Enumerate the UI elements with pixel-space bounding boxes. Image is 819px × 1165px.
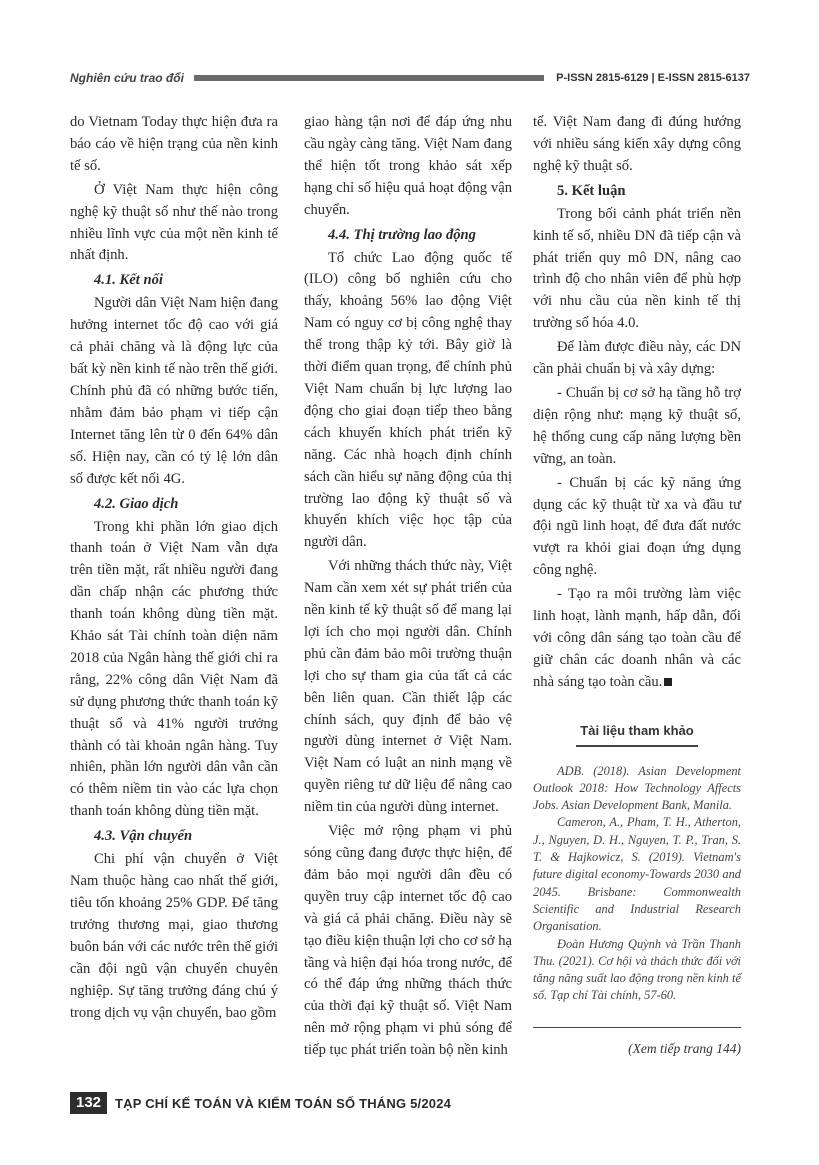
references-heading: Tài liệu tham khảo: [576, 720, 697, 747]
paragraph-final: [533, 584, 741, 694]
issn-label: P-ISSN 2815-6129 | E-ISSN 2815-6137: [556, 72, 750, 84]
references-list: [533, 763, 741, 1005]
paragraph: giao hàng tận nơi để đáp ứng nhu cầu ngày càng tăng. Việt Nam đang thể hiện tốt trong khảo sát xếp hạng chỉ số hiệu quả hoạt động vận chuyển.: [304, 114, 512, 218]
page-header: [70, 68, 750, 88]
continued-note: (Xem tiếp trang 144): [628, 1040, 741, 1056]
paragraph: Chi phí vận chuyển ở Việt Nam thuộc hàng cao nhất thế giới, tiêu tốn khoảng 25% GDP. Để tăng trưởng thương mại, giao thương buôn bán với các nước trên thế giới cần đội ngũ vận chuyển chuyên nghiệp. Sự tăng trưởng đáng chú ý trong dịch vụ vận chuyển, bao gồm: [70, 851, 278, 1021]
paragraph: do Vietnam Today thực hiện đưa ra báo cáo về hiện trạng của nền kinh tế số.: [70, 114, 278, 174]
page-footer: [70, 1092, 451, 1114]
paragraph: Tổ chức Lao động quốc tế (ILO) công bố nghiên cứu cho thấy, khoảng 56% lao động Việt Nam có nguy cơ bị công nghệ thay thế trong thập kỷ tới. Bây giờ là thời điểm quan trọng, để chính phủ Việt Nam chuẩn bị lực lượng lao động cho giai đoạn tiếp theo bằng cách khuyến khích phát triển kỹ năng. Các nhà hoạch định chính sách cần hiểu sự năng động của thị trường lao động kỹ thuật số và khuyến khích việc học tập của người dân.: [304, 249, 512, 551]
reference-item: Cameron, A., Pham, T. H., Atherton, J., Nguyen, D. H., Nguyen, T. P., Tran, S. T. & Hajkowicz, S. (2019). Vietnam's future digital economy-Towards 2030 and 2045. Brisbane: Commonwealth Scientific and Industrial Research Organisation.: [533, 815, 741, 934]
column-1: [70, 112, 278, 1026]
header-rule: [194, 75, 544, 81]
paragraph: Để làm được điều này, các DN cần phải chuẩn bị và xây dựng:: [533, 339, 741, 378]
paragraph: tế. Việt Nam đang đi đúng hướng với nhiều sáng kiến xây dựng công nghệ kỹ thuật số.: [533, 114, 741, 174]
paragraph: Việc mở rộng phạm vi phủ sóng cũng đang được thực hiện, để đảm bảo mọi người dân đều có quyền truy cập internet tốc độ cao và giá cả phải chăng. Điều này sẽ tạo điều kiện thuận lợi cho cơ sở hạ tầng và hiện đại hóa trong nước, để có thể đáp ứng những thách thức của thời đại kỹ thuật số. Việt Nam nên mở rộng phạm vi phủ sóng để tiếp tục phát triển toàn bộ nền kinh: [304, 823, 512, 1059]
paragraph: Trong khi phần lớn giao dịch thanh toán ở Việt Nam vẫn dựa trên tiền mặt, rất nhiều người đang dần chấp nhận các phương thức thanh toán không dùng tiền mặt. Khảo sát Tài chính toàn diện năm 2018 của Ngân hàng thế giới chỉ ra rằng, 22% công dân Việt Nam đã sử dụng phương thức thanh toán kỹ thuật số và 41% người trưởng thành có tài khoản ngân hàng. Tuy nhiên, phần lớn người dân vẫn cần có thêm niềm tin vào các lựa chọn thanh toán không dùng tiền mặt.: [70, 518, 278, 820]
column-2: [304, 112, 512, 1064]
section-title: Nghiên cứu trao đổi: [70, 71, 184, 85]
end-mark-icon: [664, 678, 672, 686]
subheading: 4.3. Vận chuyển: [94, 828, 193, 845]
paragraph: Người dân Việt Nam hiện đang hưởng internet tốc độ cao với giá cả phải chăng và là động lực của bất kỳ nền kinh tế nào trên thế giới. Chính phủ đã có những bước tiến, nhằm đảm bảo phạm vi tiếp cận Internet tăng lên từ 0 đến 64% dân số. Hiện nay, cần có tỷ lệ lớn dân số được kết nối 4G.: [70, 295, 278, 487]
subheading: 5. Kết luận: [557, 182, 626, 199]
subheading: 4.1. Kết nối: [94, 272, 163, 289]
paragraph: - Chuẩn bị cơ sở hạ tầng hỗ trợ diện rộng như: mạng kỹ thuật số, hệ thống cung cấp năng lượng bền vững, an toàn.: [533, 384, 741, 467]
reference-item: ADB. (2018). Asian Development Outlook 2018: How Technology Affects Jobs. Asian Development Bank, Manila.: [533, 763, 741, 813]
page-number: 132: [70, 1092, 107, 1114]
references-heading-wrap: [533, 720, 741, 747]
subheading: 4.4. Thị trường lao động: [328, 226, 476, 243]
paragraph: Trong bối cảnh phát triển nền kinh tế số, nhiều DN đã tiếp cận và phát triển quy mô DN, nâng cao trình độ cho nhân viên để phù hợp với nhu cầu của nền kinh tế thị trường số hóa 4.0.: [533, 205, 741, 332]
subheading: 4.2. Giao dịch: [94, 495, 179, 512]
reference-item: Đoàn Hương Quỳnh và Trần Thanh Thu. (2021). Cơ hội và thách thức đối với tăng năng suất lao động trong nền kinh tế số. Tạp chí Tài chính, 57-60.: [533, 936, 741, 1003]
journal-title: TẠP CHÍ KẾ TOÁN VÀ KIỂM TOÁN SỐ THÁNG 5/2024: [115, 1095, 452, 1111]
paragraph: Ở Việt Nam thực hiện công nghệ kỹ thuật số như thế nào trong nhiều lĩnh vực của một nền kinh tế nhất định.: [70, 181, 278, 264]
paragraph: - Chuẩn bị các kỹ năng ứng dụng các kỹ thuật từ xa và đầu tư đội ngũ linh hoạt, để đưa đất nước vượt ra khỏi giai đoạn ứng dụng công nghệ.: [533, 474, 741, 579]
paragraph: Với những thách thức này, Việt Nam cần xem xét sự phát triển của nền kinh tế kỹ thuật số để mang lại lợi ích cho mọi người dân. Chính phủ cần đảm bảo môi trường thuận lợi cho sự tham gia của tất cả các bên liên quan. Cần thiết lập các chính sách, quy định để bảo vệ người dùng internet ở Việt Nam. Việt Nam có luật an ninh mạng về quyền riêng tư dữ liệu để nâng cao niềm tin của người dùng internet.: [304, 558, 512, 816]
column-3: [533, 112, 741, 1060]
paragraph-text: - Tạo ra môi trường làm việc linh hoạt, lành mạnh, hấp dẫn, đối với công dân sáng tạo toàn cầu để giữ chân các doanh nhân và các nhà sáng tạo toàn cầu.: [533, 586, 741, 690]
divider: [533, 1027, 741, 1028]
